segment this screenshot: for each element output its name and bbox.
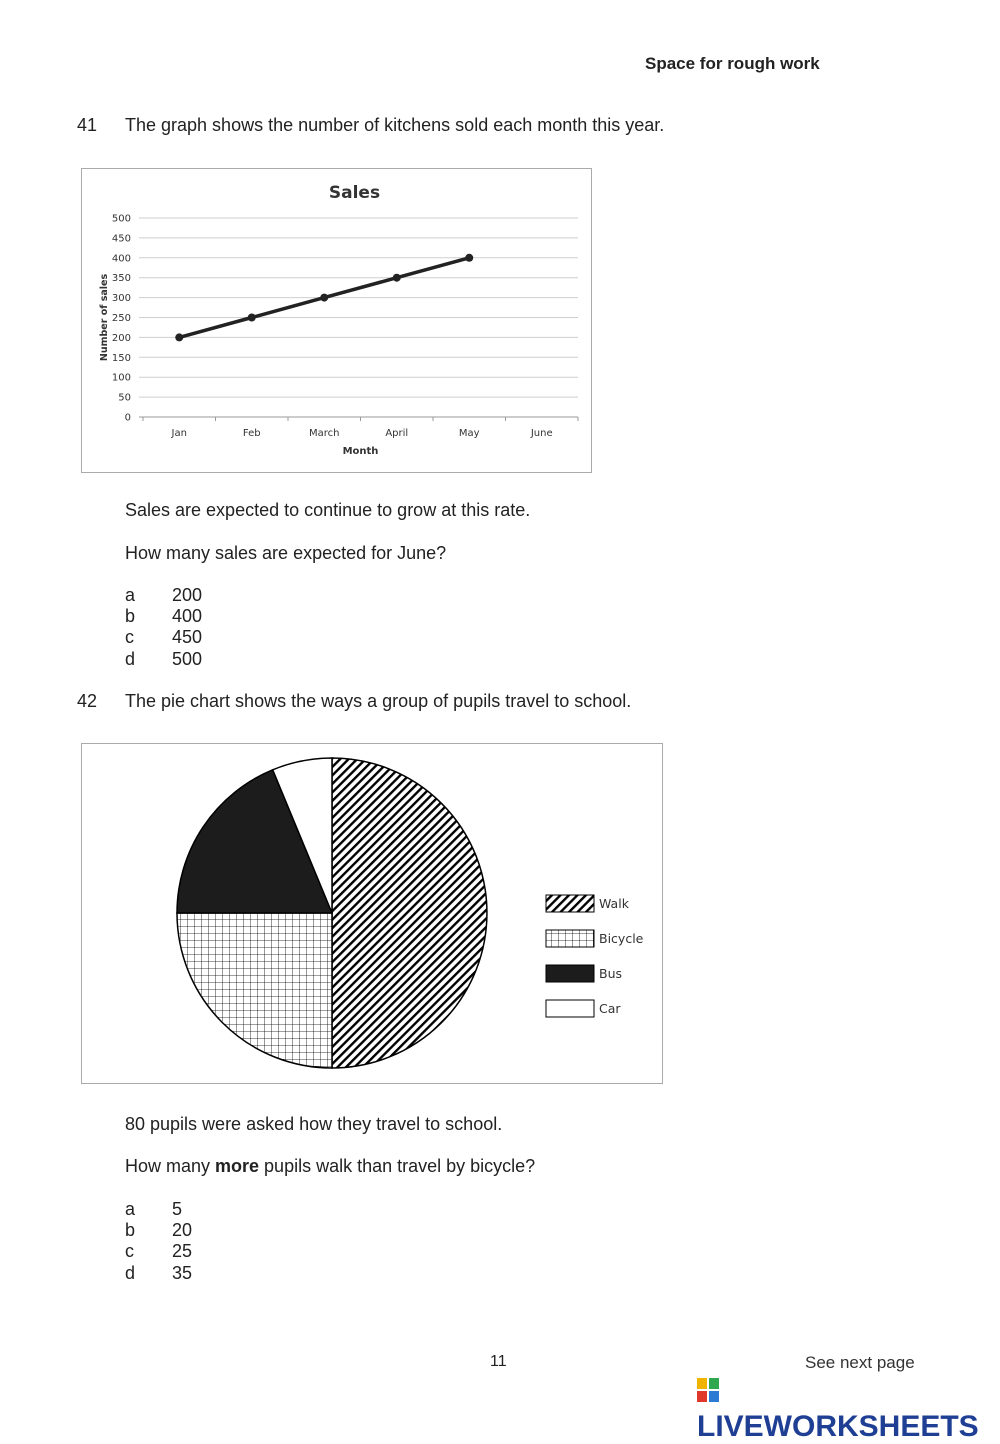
x-tick-label: June [530,428,553,439]
page-number: 11 [490,1353,507,1370]
option-value: 35 [172,1263,193,1283]
y-tick-label: 150 [111,352,131,364]
answer-option-b[interactable] [125,1220,192,1241]
option-letter: b [125,606,136,626]
y-tick-label: 250 [111,313,131,324]
option-value: 450 [172,627,203,647]
emphasis-more: more [215,1156,260,1176]
answer-option-b[interactable] [125,606,202,627]
legend-swatch-walk [546,895,594,912]
q41-question: How many sales are expected for June? [125,543,447,563]
data-point [175,333,183,341]
sales-line-chart [82,169,591,472]
q42-question [125,1156,535,1177]
question-number: 41 [77,115,98,135]
option-value: 400 [172,606,203,626]
answer-option-c[interactable] [125,627,202,648]
x-tick-label: May [458,428,480,439]
option-letter: c [125,627,134,647]
legend-swatch-bicycle [546,930,594,947]
chart-title: Sales [328,183,381,203]
x-tick-label: Feb [242,428,261,439]
option-letter: c [125,1241,134,1261]
option-value: 200 [172,585,203,605]
y-tick-label: 0 [124,412,131,424]
legend-swatch-bus [546,965,594,982]
option-value: 25 [172,1241,193,1261]
legend-label: Bus [599,966,623,981]
question-text-part: pupils walk than travel by bicycle? [259,1156,536,1176]
y-tick-label: 50 [118,392,131,404]
option-letter: b [125,1220,136,1240]
y-tick-label: 450 [111,233,131,245]
y-tick-label: 500 [111,213,131,225]
answer-option-a[interactable] [125,585,202,606]
answer-option-d[interactable] [125,1263,192,1284]
question-text-part: How many [125,1156,216,1176]
option-letter: a [125,585,136,605]
y-axis-title: Number of sales [99,273,110,362]
option-letter: a [125,1199,136,1219]
data-point [248,314,256,322]
option-letter: d [125,1263,136,1283]
x-tick-label: Jan [171,428,187,439]
data-point [465,254,473,262]
rough-work-heading: Space for rough work [645,54,820,73]
option-value: 5 [172,1199,183,1219]
y-tick-label: 100 [111,372,131,384]
x-tick-label: April [385,428,409,439]
y-tick-label: 200 [111,332,131,344]
x-axis-title: Month [342,446,379,457]
answer-option-c[interactable] [125,1241,192,1262]
question-text: The pie chart shows the ways a group of pupils travel to school. [125,691,632,711]
legend-label: Car [599,1001,621,1016]
answer-option-a[interactable] [125,1199,182,1220]
legend-label: Walk [599,896,629,911]
data-point [393,274,401,282]
data-point [320,294,328,302]
x-tick-label: March [309,428,340,439]
q41-statement: Sales are expected to continue to grow at this rate. [125,500,531,520]
option-value: 500 [172,649,203,669]
legend-swatch-car [546,1000,594,1017]
logo-icon [697,1376,719,1410]
line-chart-frame [81,168,592,473]
option-letter: d [125,649,136,669]
y-tick-label: 350 [111,273,131,285]
see-next-page: See next page [805,1353,915,1372]
travel-pie-chart [82,744,662,1083]
legend-label: Bicycle [599,931,644,946]
brand-logo[interactable] [697,1375,1000,1444]
pie-slice-bicycle [177,913,332,1068]
question-number: 42 [77,691,98,711]
y-tick-label: 400 [111,253,131,265]
q42-statement: 80 pupils were asked how they travel to school. [125,1114,503,1134]
answer-option-d[interactable] [125,649,202,670]
pie-slice-walk [332,758,487,1068]
brand-text: LIVEWORKSHEETS [697,1410,979,1444]
option-value: 20 [172,1220,193,1240]
pie-chart-frame [81,743,663,1084]
y-tick-label: 300 [111,293,131,305]
question-text: The graph shows the number of kitchens sold each month this year. [125,115,665,135]
